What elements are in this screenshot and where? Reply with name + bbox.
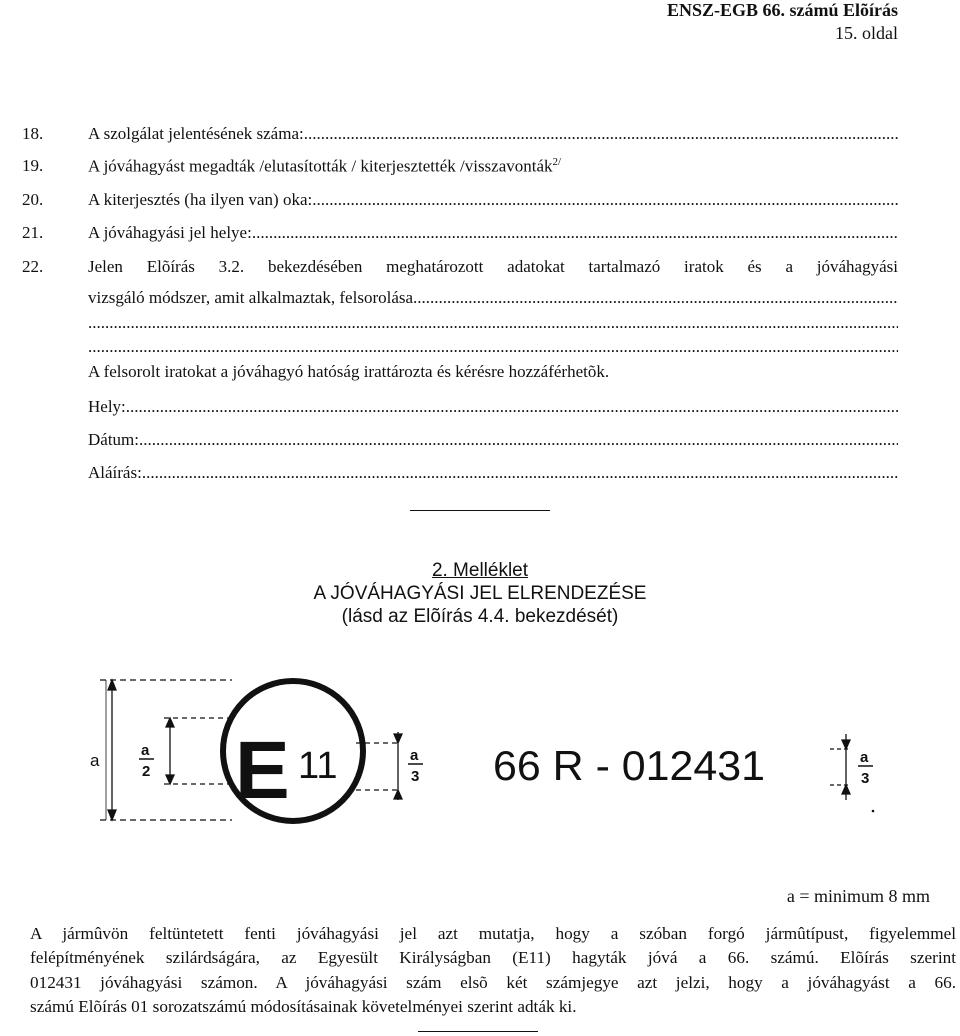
dot-leader	[139, 430, 898, 456]
page-number: 15. oldal	[835, 23, 898, 43]
date-label: Dátum:	[88, 430, 139, 449]
dot-leader	[413, 288, 898, 314]
half-numerator: a	[141, 742, 150, 759]
item-text: A kiterjesztés (ha ilyen van) oka:	[88, 190, 313, 209]
blank-dotted-line	[88, 313, 898, 339]
dot-leader	[252, 223, 898, 249]
signature-line	[88, 463, 898, 489]
list-item-19	[22, 156, 898, 182]
annex-number-text: 2. Melléklet	[431, 560, 529, 581]
item-number: 19.	[22, 156, 44, 175]
approval-mark-figure	[0, 672, 960, 852]
paragraph-line: A jármûvön feltüntetett fenti jóváhagyási jel azt mutatja, hogy a szóban forgó jármûtípust, figyelemmel	[30, 924, 956, 943]
minimum-size-note: a = minimum 8 mm	[786, 886, 930, 906]
item-number: 18.	[22, 124, 44, 143]
item-number: 21.	[22, 223, 44, 242]
dot-leader	[312, 190, 898, 216]
annex-title: A JÓVÁHAGYÁSI JEL ELRENDEZÉSE	[313, 583, 647, 604]
annex-number	[0, 560, 960, 582]
footnote-ref: 2/	[552, 156, 562, 168]
description-paragraph	[30, 922, 956, 1019]
annex-reference: (lásd az Elõírás 4.4. bekezdését)	[341, 606, 619, 627]
paragraph-line: számú Elõírás 01 sorozatszámú módosításainak követelményei szerint adták ki.	[30, 996, 577, 1016]
signature-label: Aláírás:	[88, 463, 142, 482]
dot-leader	[88, 313, 898, 339]
item-number: 20.	[22, 190, 44, 209]
dimension-a-label: a	[90, 751, 100, 770]
third-numerator-right: a	[860, 749, 869, 766]
dot-leader	[88, 337, 898, 363]
item-text: vizsgáló módszer, amit alkalmaztak, felsorolása	[88, 288, 414, 307]
item-21-line	[88, 223, 898, 249]
paragraph-line: 012431 jóváhagyási számon. A jóváhagyási szám elsõ két számjegye azt jelzi, hogy a jóváhagyást a 66.	[30, 972, 956, 992]
item-text-wrap	[88, 156, 561, 177]
third-numerator: a	[410, 747, 419, 764]
item-20-line	[88, 190, 898, 216]
archive-note: A felsorolt iratokat a jóváhagyó hatóság irattározta és kérésre hozzáférhetõk.	[88, 362, 610, 381]
third-denominator-right: 3	[861, 770, 870, 787]
item-text: A szolgálat jelentésének száma:	[88, 124, 304, 143]
place-label: Hely:	[88, 397, 126, 416]
item-number: 22.	[22, 257, 44, 276]
item-22-line1: Jelen Elõírás 3.2. bekezdésében meghatározott adatokat tartalmazó iratok és a jóváhagyási	[88, 257, 898, 276]
bottom-separator	[418, 1031, 538, 1032]
dot-leader	[304, 124, 898, 150]
e-letter: E	[235, 725, 290, 816]
dot-leader	[142, 463, 898, 489]
item-22-line2	[88, 288, 898, 314]
third-denominator: 3	[411, 768, 420, 785]
place-line	[88, 397, 898, 423]
paragraph-line: felépítményének szilárdságára, az Egyesült Királyságban (E11) hagyták jóvá a 66. számú. Elõírás szerint	[30, 948, 956, 968]
page-header-title: ENSZ-EGB 66. számú Elõírás	[666, 0, 898, 20]
half-denominator: 2	[142, 763, 151, 780]
item-text: A jóváhagyást megadták /elutasították / kiterjesztették /visszavonták	[88, 156, 553, 176]
date-line	[88, 430, 898, 456]
dot-leader	[126, 397, 898, 423]
item-text: A jóváhagyási jel helye:	[88, 223, 252, 242]
section-separator	[410, 510, 550, 511]
country-code: 11	[298, 745, 338, 787]
approval-number: 66 R - 012431	[493, 742, 765, 789]
item-18-line	[88, 124, 898, 150]
blank-dotted-line	[88, 337, 898, 363]
